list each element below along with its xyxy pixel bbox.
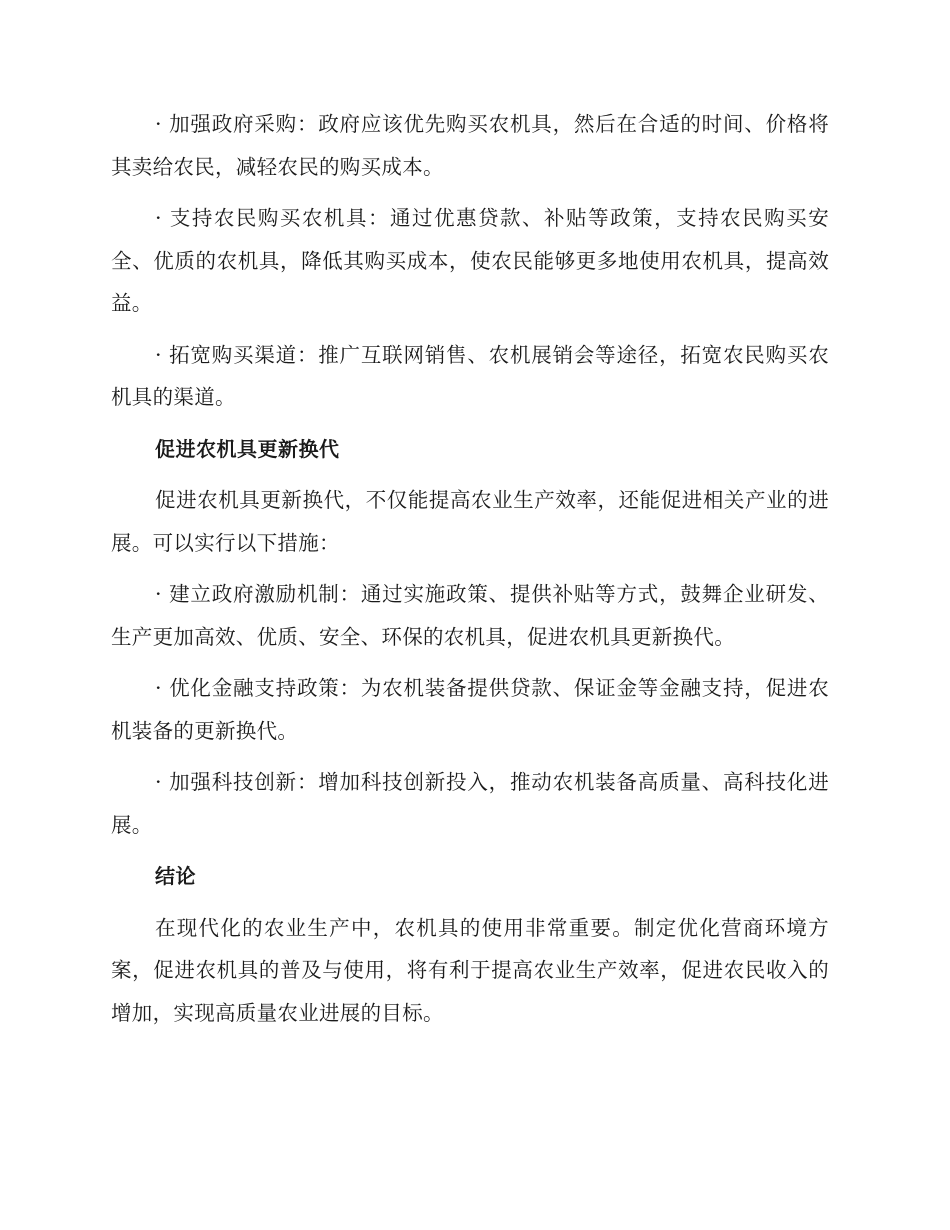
bullet-paragraph: · 拓宽购买渠道：推广互联网销售、农机展销会等途径，拓宽农民购买农机具的渠道。 (111, 342, 829, 409)
bullet-paragraph: · 优化金融支持政策：为农机装备提供贷款、保证金等金融支持，促进农机装备的更新换代。 (111, 676, 829, 743)
bullet-paragraph: · 加强政府采购：政府应该优先购买农机具，然后在合适的时间、价格将其卖给农民，减轻农民的购买成本。 (111, 112, 829, 179)
body-paragraph: 促进农机具更新换代，不仅能提高农业生产效率，还能促进相关产业的进展。可以实行以下措施： (111, 488, 829, 555)
section-heading: 促进农机具更新换代 (155, 436, 340, 461)
bullet-paragraph: · 支持农民购买农机具：通过优惠贷款、补贴等政策，支持农民购买安全、优质的农机具，降低其购买成本，使农民能够更多地使用农机具，提高效益。 (111, 206, 829, 315)
bullet-paragraph: · 建立政府激励机制：通过实施政策、提供补贴等方式，鼓舞企业研发、生产更加高效、优质、安全、环保的农机具，促进农机具更新换代。 (111, 582, 829, 649)
conclusion-paragraph: 在现代化的农业生产中，农机具的使用非常重要。制定优化营商环境方案，促进农机具的普及与使用，将有利于提高农业生产效率，促进农民收入的增加，实现高质量农业进展的目标。 (111, 915, 829, 1025)
section-heading: 结论 (155, 864, 196, 888)
document-page (111, 103, 829, 1034)
bullet-paragraph: · 加强科技创新：增加科技创新投入，推动农机装备高质量、高科技化进展。 (111, 770, 829, 837)
